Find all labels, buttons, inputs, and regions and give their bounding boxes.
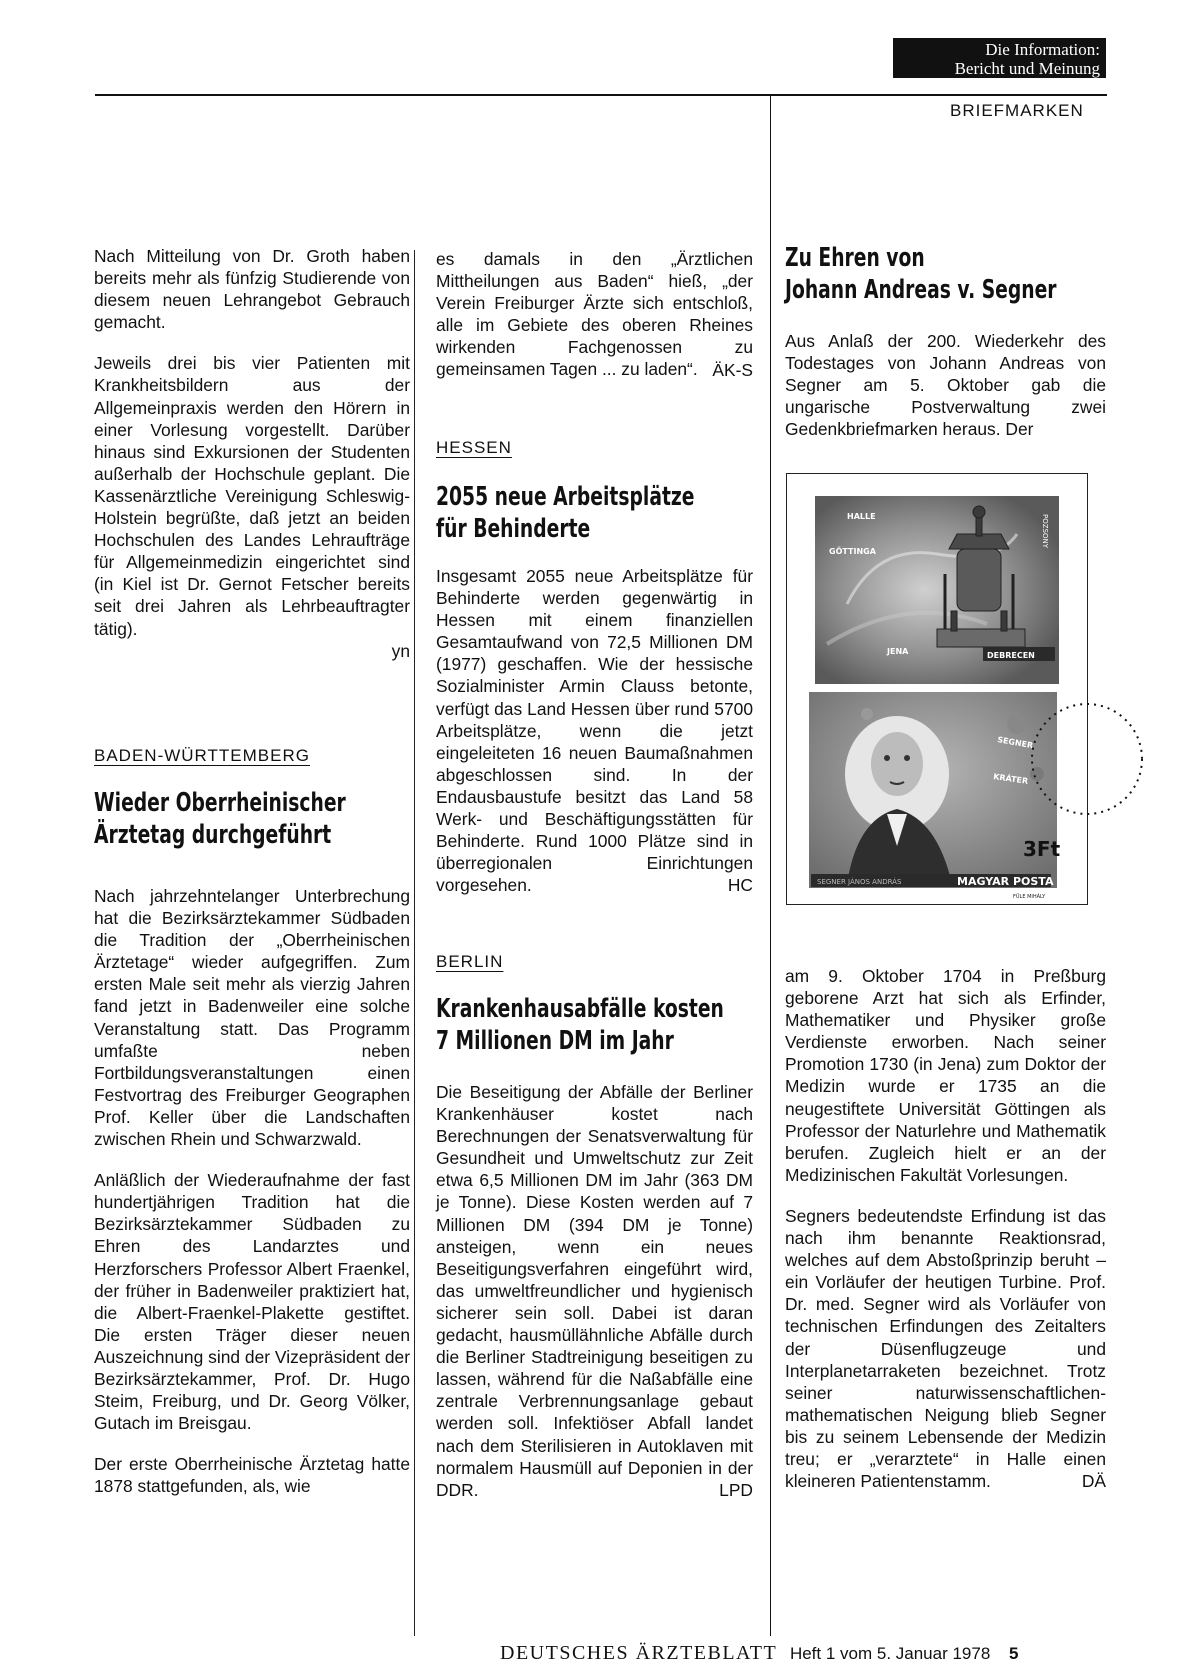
paragraph: Nach jahrzehntelanger Unterbrechung hat die Bezirksärztekammer Südbaden die Tradition der „Oberrheinischen Ärztetage“ wieder aufgegriffen. Zum ersten Male seit mehr als vierzig Jahren fand jetzt in Badenweiler eine solche Veranstaltung statt. Das Programm umfaßte neben Fortbildungsveranstaltungen einen Festvortrag des Freiburger Geographen Prof. Keller über die Landschaften zwischen Rhein und Schwarzwald. (94, 886, 410, 1150)
author-sign: ÄK-S (712, 359, 753, 380)
section-label-briefmarken: BRIEFMARKEN (950, 101, 1084, 120)
stamp-1-text: HALLE (847, 512, 876, 521)
headline (436, 481, 695, 545)
headline (785, 242, 1057, 306)
paragraph: Nach Mitteilung von Dr. Groth haben bereits mehr als fünfzig Studierende von diesem neuen Lehrangebot Gebrauch gemacht. (94, 246, 410, 333)
stamp-2-text: SEGNER JÁNOS ANDRÁS (817, 878, 902, 886)
column-rule-middle (414, 250, 415, 1636)
headline-line: 2055 neue Arbeitsplätze (436, 482, 695, 512)
headline-line: für Behinderte (436, 514, 591, 544)
column-2-article-1 (436, 565, 753, 897)
author-sign: yn (391, 640, 410, 661)
headline (94, 787, 346, 851)
column-1 (94, 245, 410, 662)
segner-portrait (845, 716, 952, 884)
header-rule (95, 94, 1107, 96)
author-sign: HC (727, 875, 753, 896)
column-3-intro (785, 330, 1106, 440)
issue-info: Heft 1 vom 5. Januar 1978 (789, 1644, 991, 1663)
paragraph: Der erste Oberrheinische Ärztetag hatte 1878 stattgefunden, als, wie (94, 1454, 410, 1497)
author-sign: LPD (719, 1479, 753, 1500)
headline (436, 993, 724, 1057)
paragraph: Jeweils drei bis vier Patienten mit Krankheitsbildern aus der Allgemeinpraxis werden den Hörern in einer Vorlesung vorgestellt. Darüber hinaus sind Exkursionen der Studenten außerhalb der Hochschule geplant. Die Kassenärztliche Vereinigung Schleswig-Holstein begrüßte, daß jetzt an beiden Hochschulen des Landes Lehraufträge für Allgemeinmedizin eingerichtet sind (in Kiel ist Dr. Gernot Fetscher bereits seit drei Jahren als Lehrbeauftragter tätig). (94, 353, 410, 639)
section-label-baden-wuerttemberg: BADEN-WÜRTTEMBERG (94, 746, 310, 765)
stamp-1-text: DEBRECEN (987, 651, 1035, 660)
stamp-2-text: KRÁTER (992, 772, 1029, 786)
stamp-2-value: 3Ft (1023, 837, 1061, 861)
badge-line-2: Bericht und Meinung (954, 59, 1100, 78)
stamp-2-text: 1704-1777 (752, 730, 761, 774)
headline-line: Krankenhausabfälle kosten (436, 994, 724, 1024)
stamp-2-text: MAGYAR POSTA (957, 875, 1054, 888)
section-label-berlin: BERLIN (436, 952, 504, 971)
column-2 (436, 248, 753, 381)
headline-line: 7 Millionen DM im Jahr (436, 1026, 674, 1056)
stamp-1-text: JENA (887, 647, 909, 656)
page-number: 5 (1009, 1644, 1019, 1663)
column-2-article-2 (436, 1081, 753, 1501)
stamp-2-text: FÜLE MIHÁLY (1013, 894, 1046, 900)
paragraph: Die Beseitigung der Abfälle der Berliner Krankenhäuser kostet nach Berechnungen der Senatsverwaltung für Gesundheit und Umweltschutz zur Zeit etwa 6,5 Millionen DM im Jahr (363 DM je Tonne). Diese Kosten werden auf 7 Millionen DM (394 DM je Tonne) ansteigen, wenn ein neues Beseitigungsverfahren eingeführt wird, das umweltfreundlicher und hygienisch sicherer sein soll. Dabei ist daran gedacht, hausmüllähnliche Abfälle durch die Berliner Stadtreinigung beseitigen zu lassen, während für die Naßabfälle eine zentrale Verbrennungsanlage gebaut werden soll. Infektiöser Abfall landet nach dem Sterilisieren in Autoklaven mit normalem Hausmüll auf Deponien in der DDR. (436, 1082, 753, 1500)
stamp-1-text: POZSONY (1041, 514, 1049, 548)
rubric-badge (893, 38, 1106, 78)
headline-line: Ärztetag durchgeführt (94, 820, 332, 850)
page-footer (500, 1642, 1019, 1665)
paragraph: Anläßlich der Wiederaufnahme der fast hundertjährigen Tradition hat die Bezirksärztekammer Südbaden zu Ehren des Landarztes und Herzforschers Professor Albert Fraenkel, der früher in Badenweiler praktiziert hat, die Albert-Fraenkel-Plakette gestiftet. Die ersten Träger dieser neuen Auszeichnung sind der Vizepräsident der Bezirksärztekammer, Prof. Dr. Hugo Steim, Freiburg, und Dr. Georg Völker, Gutach im Breisgau. (94, 1170, 410, 1434)
paragraph: Aus Anlaß der 200. Wiederkehr des Todestages von Johann Andreas von Segner am 5. Oktober gab die ungarische Postverwaltung zwei Gedenkbriefmarken heraus. Der (785, 331, 1106, 440)
column-3 (785, 965, 1106, 1492)
publication-name: DEUTSCHES ÄRZTEBLATT (500, 1642, 778, 1664)
stamp-artwork (752, 474, 1087, 904)
badge-line-1: Die Information: (985, 40, 1100, 59)
stamp-2-text: SEGNER (996, 735, 1034, 751)
headline-line: Johann Andreas v. Segner (785, 275, 1057, 305)
paragraph: Segners bedeutendste Erfindung ist das nach ihm benannte Reaktionsrad, welches auf dem Abstoßprinzip beruht – ein Vorläufer der heutigen Turbine. Prof. Dr. med. Segner wird als Vorläufer von technischen Erfindungen des Zeitalters der Düsenflugzeuge und Interplanetarraketen bezeichnet. Trotz seiner naturwissenschaftlichen-mathematischen Neigung blieb Segner bis zu seinem Lebensende der Medizin treu; er „verarztete“ in Halle einen kleineren Patientenstamm. (785, 1205, 1106, 1492)
headline-line: Wieder Oberrheinischer (94, 788, 346, 818)
paragraph: Insgesamt 2055 neue Arbeitsplätze für Behinderte werden gegenwärtig in Hessen mit einem finanziellen Gesamtaufwand von 72,5 Millionen DM (1977) geschaffen. Wie der hessische Sozialminister Armin Clauss betonte, verfügt das Land Hessen über rund 5700 Arbeitsplätze, wenn die jetzt eingeleiteten 16 neuen Baumaßnahmen abgeschlossen sind. In der Endausbaustufe besitzt das Land 58 Werk- und Beschäftigungsstätten für Behinderte. Rund 1000 Plätze sind in überregionalen Einrichtungen vorgesehen. (436, 566, 753, 896)
stamp-1-text: GÖTTINGA (829, 547, 876, 556)
column-rule-right (770, 94, 771, 1636)
paragraph: es damals in den „Ärztlichen Mittheilungen aus Baden“ hieß, „der Verein Freiburger Ärzte sich entschloß, alle im Gebiete des oberen Rheines wirkenden Fachgenossen zu gemeinsamen Tagen ... zu laden“. (436, 249, 753, 380)
author-sign: DÄ (1081, 1471, 1106, 1492)
column-1-article (94, 885, 410, 1497)
paragraph: am 9. Oktober 1704 in Preßburg geborene Arzt hat sich als Erfinder, Mathematiker und Physiker große Verdienste erworben. Nach seiner Promotion 1730 (in Jena) zum Doktor der Medizin wurde er 1735 an die neugestiftete Universität Göttingen als Professor der Naturlehre und Mathematik berufen. Zugleich hielt er an der Medizinischen Fakultät Vorlesungen. (785, 966, 1106, 1185)
section-label-hessen: HESSEN (436, 438, 512, 457)
stamp-illustration (752, 473, 1088, 905)
headline-line: Zu Ehren von (785, 243, 925, 273)
